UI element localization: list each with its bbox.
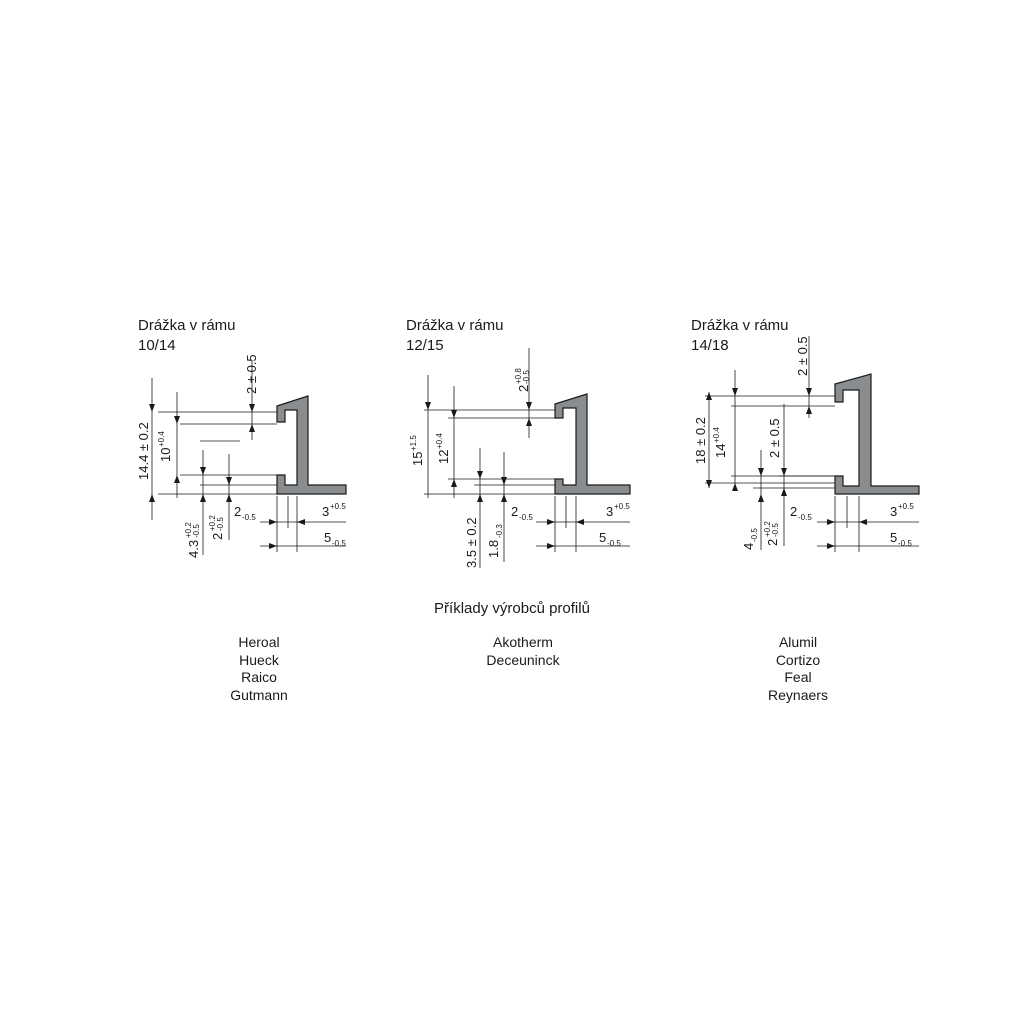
manufacturer-name: Akotherm — [493, 634, 553, 650]
dim-h3 — [324, 530, 346, 548]
manufacturer-name: Deceuninck — [486, 651, 560, 668]
svg-text:+0.5: +0.5 — [898, 502, 914, 511]
dim-h2 — [322, 502, 346, 519]
svg-text:-0.5: -0.5 — [750, 528, 759, 542]
svg-text:+0.2: +0.2 — [763, 521, 772, 537]
groove-panel-14-18 — [683, 300, 943, 590]
svg-text:5: 5 — [890, 530, 898, 545]
manufacturer-name: Gutmann — [230, 686, 288, 703]
svg-text:1.8: 1.8 — [486, 539, 501, 558]
svg-text:-0.5: -0.5 — [798, 513, 812, 522]
svg-text:2: 2 — [516, 384, 531, 392]
svg-text:+0.5: +0.5 — [614, 502, 630, 511]
frame-profile — [555, 394, 630, 494]
dim-mid-gap: 2 ± 0.5 — [767, 418, 782, 458]
manufacturer-list-10-14 — [159, 634, 359, 704]
svg-text:3: 3 — [890, 504, 898, 519]
svg-text:12: 12 — [436, 449, 451, 464]
svg-text:10: 10 — [158, 447, 173, 462]
panel-title: Drážka v rámu 12/15 — [406, 317, 504, 354]
manufacturer-list-14-18 — [698, 634, 898, 704]
dim-bottom-a: 3.5 ± 0.2 — [464, 517, 479, 568]
svg-text:3: 3 — [606, 504, 614, 519]
dim-overall: 14.4 ± 0.2 — [136, 422, 151, 480]
svg-text:5: 5 — [324, 530, 332, 545]
manufacturers-caption: Příklady výrobců profilů — [434, 600, 590, 617]
svg-text:-0.5: -0.5 — [522, 370, 531, 384]
svg-text:-0.5: -0.5 — [519, 513, 533, 522]
dim-top-gap: 2 ± 0.5 — [244, 354, 259, 394]
svg-text:+1.5: +1.5 — [409, 435, 418, 451]
svg-text:-0.5: -0.5 — [898, 539, 912, 548]
manufacturer-list-12-15 — [423, 634, 623, 669]
panel-title: Drážka v rámu 10/14 — [138, 317, 236, 354]
svg-text:-0.3: -0.3 — [495, 524, 504, 538]
svg-text:3: 3 — [322, 504, 330, 519]
manufacturer-name: Heroal — [238, 634, 280, 650]
svg-text:+0.4: +0.4 — [435, 433, 444, 449]
dim-bottom-b — [763, 521, 780, 546]
svg-text:15: 15 — [410, 451, 425, 466]
groove-panel-12-15 — [398, 300, 658, 590]
dim-bottom-b — [486, 524, 504, 558]
svg-text:+0.5: +0.5 — [330, 502, 346, 511]
svg-text:+0.8: +0.8 — [514, 368, 523, 384]
svg-text:2: 2 — [210, 532, 225, 540]
svg-text:-0.5: -0.5 — [216, 517, 225, 531]
dim-overall: 18 ± 0.2 — [693, 417, 708, 464]
dimension-lines — [705, 336, 919, 552]
manufacturer-name: Cortizo — [775, 651, 821, 668]
dim-h2 — [890, 502, 914, 519]
manufacturer-name: Alumil — [778, 634, 818, 650]
groove-drawing — [130, 300, 390, 590]
dim-top-gap: 2 ± 0.5 — [795, 336, 810, 376]
manufacturer-name: Feal — [784, 669, 812, 685]
dim-h3 — [599, 530, 621, 548]
manufacturer-name: Raico — [241, 669, 277, 685]
dimension-arrows — [706, 388, 867, 549]
svg-text:-0.5: -0.5 — [771, 523, 780, 537]
svg-text:+0.4: +0.4 — [712, 427, 721, 443]
dim-inner-main — [435, 433, 451, 464]
dim-inner-main — [712, 427, 728, 458]
groove-drawing — [683, 300, 943, 590]
dim-bottom-a — [184, 522, 201, 558]
manufacturer-name: Hueck — [239, 651, 279, 668]
dim-h1 — [234, 504, 256, 522]
svg-text:+0.2: +0.2 — [208, 515, 217, 531]
svg-text:2: 2 — [511, 504, 519, 519]
dim-overall — [409, 435, 425, 466]
dimension-arrows — [425, 402, 584, 549]
dim-h2 — [606, 502, 630, 519]
dim-h1 — [511, 504, 533, 522]
svg-text:4.3: 4.3 — [186, 539, 201, 558]
dim-bottom-a — [741, 528, 759, 550]
svg-text:14: 14 — [713, 443, 728, 458]
dim-bottom-b — [208, 515, 225, 540]
groove-drawing — [398, 300, 658, 590]
groove-panel-10-14 — [130, 300, 390, 590]
svg-text:-0.5: -0.5 — [192, 524, 201, 538]
svg-text:-0.5: -0.5 — [607, 539, 621, 548]
dim-top-gap — [514, 368, 531, 392]
svg-text:+0.4: +0.4 — [157, 431, 166, 447]
svg-text:2: 2 — [765, 538, 780, 546]
dim-h3 — [890, 530, 912, 548]
dim-inner-main — [157, 431, 173, 462]
dim-h1 — [790, 504, 812, 522]
svg-text:5: 5 — [599, 530, 607, 545]
svg-text:-0.5: -0.5 — [332, 539, 346, 548]
frame-profile — [835, 374, 919, 494]
panel-title: Drážka v rámu 14/18 — [691, 317, 789, 354]
frame-profile — [277, 396, 346, 494]
svg-text:2: 2 — [790, 504, 798, 519]
manufacturer-name: Reynaers — [768, 686, 828, 703]
svg-text:4: 4 — [741, 542, 756, 550]
svg-text:2: 2 — [234, 504, 242, 519]
svg-text:-0.5: -0.5 — [242, 513, 256, 522]
svg-text:+0.2: +0.2 — [184, 522, 193, 538]
